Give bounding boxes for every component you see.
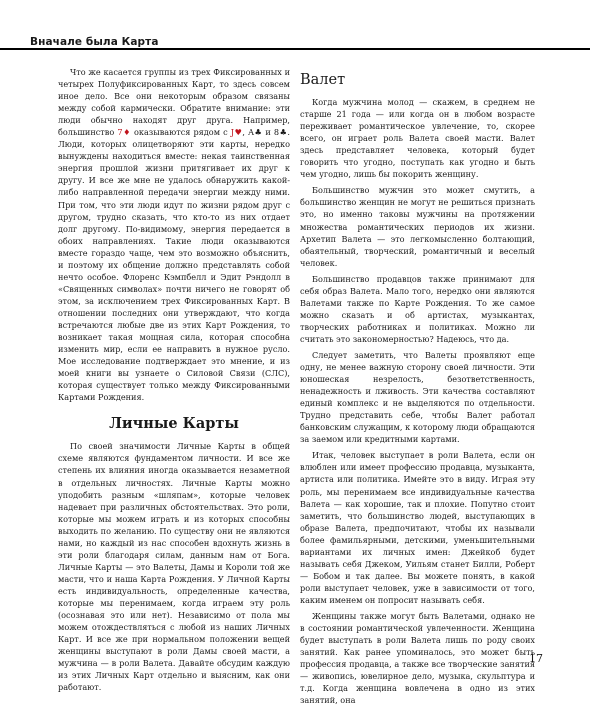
right-column <box>300 74 535 706</box>
section-heading-jack: Валет <box>300 72 346 88</box>
jack-paragraph-2: Большинство мужчин это может смутить, а большинство женщин не могут не решиться признать это, но именно таковы мужчины на протяжении множества романтических периодов их жизни. Архетип Валета — это легкомысленно болтающий, обаятельный, творческий, романтичный и веселый человек. <box>300 185 535 268</box>
card-7-diamonds: 7♦ <box>117 127 131 138</box>
jack-paragraph-3: Большинство продавцов также принимают для себя образ Валета. Мало того, нередко они являются Валетами также по Карте Рождения. То же самое можно сказать и об артистах, музыкантах, творческих работниках и политиках. Можно ли считать это закономерностью? Надеюсь, что да. <box>300 273 535 344</box>
section-heading-personal-cards: Личные Карты <box>109 415 239 433</box>
running-header <box>30 30 159 49</box>
card-jack-hearts: J♥ <box>230 127 243 138</box>
jack-paragraph-1: Когда мужчина молод — скажем, в среднем не старше 21 года — или когда он в любом возрасте переживает романтическое увлечение, то, скорее всего, он играет роль Валета своей масти. Валет здесь представляет человека, который будет говорить что угодно, поступать как угодно и быть чем угодно, лишь бы покорить женщину. <box>300 97 535 180</box>
jack-paragraph-4: Следует заметить, что Валеты проявляют еще одну, не менее важную сторону своей личности. Эти юношеская незрелость, безответственность, ненадежность и лживость. Эти качества составляют единый комплекс и не выделяются по отдельности. Трудно представить себе, чтобы Валет работал банковским служащим, к которому люди обращаются за заемом или кредитными картами. <box>300 349 535 445</box>
para-text: , A♣ и 8♣. Люди, которых олицетворяют эти карты, нередко вынуждены находиться вместе: некая таинственная энергия прошлой жизни притягивает их друг к другу. И все же мне не удалось обнаружить какой-либо направленной передачи энергии между ними. При том, что эти люди идут по жизни рядом друг с другом, трудно сказать, что кто-то из них отдает долг другому. По-видимому, энергия передается в обоих направлениях. Такие люди оказываются вместе гораздо чаще, чем это возможно объяснить, и поэтому их общение должно представлять собой нечто особое. Флоренс Кэмпбелл и Эдит Рэндолл в «Священных символах» почти ничего не говорят об этом, за исключением трех Фиксированных Карт. В отношении последних они утверждают, что когда встречаются любые две из этих Карт Рождения, то возникает такая мощная сила, которая способна изменить мир, если ее направить в нужное русло. Мое исследование подтверждает это мнение, и из моей книги вы узнаете о Силовой Связи (СЛС), которая существует только между Фиксированными Картами Рождения. <box>58 127 290 403</box>
jack-paragraph-5: Итак, человек выступает в роли Валета, если он влюблен или имеет профессию продавца, музыканта, артиста или политика. Имейте это в виду. Играя эту роль, мы перенимаем все индивидуальные качества Валета — как хорошие, так и плохие. Попутно стоит заметить, что большинство людей, выступающих в образе Валета, предпочитают, чтобы их называли более фамильярными, детскими, уменьшительными вариантами их личных имен: Джейкоб будет называть себя Джеком, Уильям станет Билли, Роберт — Бобом и так далее. Вы можете понять, в какой роли выступает человек, уже в зависимости от того, каким именем он попросит называть себя. <box>300 450 535 605</box>
jack-paragraph-6: Женщины также могут быть Валетами, однако не в состоянии романтической увлеченности. Женщина будет выступать в роли Валета лишь по роду своих занятий. Как ранее упоминалось, это может быть профессия продавца, а также все творческие занятия — живопись, ювелирное дело, музыка, скульптура и т.д. Когда женщина вовлечена в одно из этих занятий, она <box>300 610 535 706</box>
header-rule <box>0 48 590 50</box>
page-number: 17 <box>529 652 543 665</box>
para-text: Что же касается группы из трех Фиксированных и четырех Полуфиксированных Карт, то здесь совсем иное дело. Все они некоторым образом связаны между собой кармически. Обратите внимание: эти люди обычно находят друг друга. Например, большинство <box>58 67 290 138</box>
running-header-title: Вначале была Карта <box>30 36 159 48</box>
personal-cards-paragraph: По своей значимости Личные Карты в общей схеме являются фундаментом личности. И все же степень их влияния иногда оказывается незаметной в отдельных личностях. Личные Карты можно уподобить разным «шляпам», которые человек надевает при различных обстоятельствах. Это роли, которые мы можем играть и из которых способны выходить по желанию. По существу они не являются нами, но каждый из нас способен вдохнуть жизнь в эти роли благодаря силам, данным нам от Бога. Личные Карты — это Валеты, Дамы и Короли той же масти, что и наша Карта Рождения. У Личной Карты есть индивидуальность, определенные качества, которые мы перенимаем, когда играем эту роль (осознавая это или нет). Независимо от пола мы можем отождествляться с любой из наших Личных Карт. И все же при нормальном положении вещей женщины выступают в роли Дамы своей масти, а мужчина — в роли Валета. Давайте обсудим каждую из этих Личных Карт отдельно и выясним, как они работают. <box>58 441 290 693</box>
para-text: оказываются рядом с <box>130 127 231 138</box>
left-column <box>58 66 290 693</box>
fixed-cards-paragraph <box>58 66 290 403</box>
